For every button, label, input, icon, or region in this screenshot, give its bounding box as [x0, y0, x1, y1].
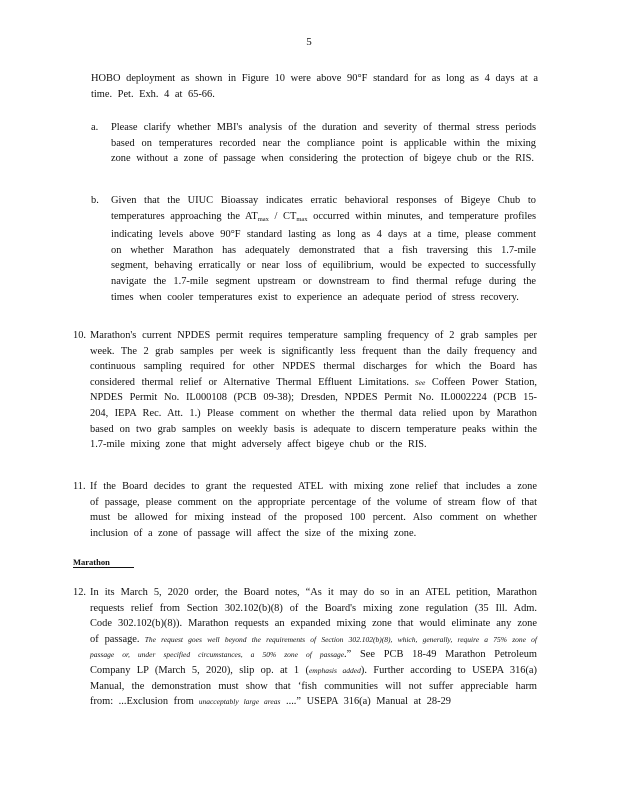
question-12-label: 12. — [73, 587, 86, 598]
question-b-text-1: Given that the UIUC Bioassay indicates erratic behavioral responses of Bigeye Chub to temperatures approaching the AT — [111, 195, 536, 222]
quoted-passage: The request goes well beyond the requirements of Section 302.102(b)(8), which, generally, require a 75% zone of passage or, under specified circumstances, a 50% zone of passage — [90, 634, 537, 660]
question-12-text — [90, 585, 537, 710]
question-b-label: b. — [91, 195, 99, 206]
question-b-text-2: / CT — [268, 210, 297, 222]
question-11-label: 11. — [73, 481, 86, 492]
emphasis-added: emphasis added — [308, 665, 361, 675]
subscript-max-1: max — [257, 215, 269, 223]
question-10-text-1: Marathon's current NPDES permit requires temperature sampling frequency of 2 grab samples per week. The 2 grab samples per week is significantly less frequent than the daily frequency and continuous sampling required for other NPDES thermal discharges for which the Board has considered thermal relief or Alternative Thermal Effluent Limitations. — [90, 330, 537, 388]
question-a-label: a. — [91, 122, 99, 133]
question-12-text-2: .” See PCB 18-49 Marathon Petroleum Company LP (March 5, 2020), slip op. at 1 ( — [90, 649, 538, 676]
question-12 — [73, 585, 537, 710]
question-a — [91, 120, 536, 167]
question-11-text: If the Board decides to grant the requested ATEL with mixing zone relief that includes a zone of passage, please comment on the appropriate percentage of the volume of stream flow of that must be allowed for mixing instead of the proposed 100 percent. Also comment on whether inclusion of a zone of passage will affect the size of the mixing zone. — [90, 481, 537, 539]
subscript-max-2: max — [296, 215, 308, 223]
question-11 — [73, 479, 537, 541]
page-number: 5 — [306, 36, 312, 48]
question-b — [91, 193, 536, 305]
hobo-paragraph: HOBO deployment as shown in Figure 10 were above 90°F standard for as long as 4 days at a time. Pet. Exh. 4 at 65-66. — [91, 73, 538, 100]
question-a-text: Please clarify whether MBI's analysis of the duration and severity of thermal stress periods based on temperatures recorded near the compliance point is applicable within the mixing zone without a zone of passage when considering the protection of bigeye chub or the RIS. — [111, 122, 536, 165]
question-12-text-1: In its March 5, 2020 order, the Board notes, “As it may do so in an ATEL petition, Marathon requests relief from Section 302.102(b)(8) of the Board's mixing zone regulation (35 Ill. Adm. Code 302.102(b)(8)). Marathon requests an expanded mixing zone that would eliminate any zone of passage. — [90, 587, 537, 645]
question-b-text — [111, 193, 536, 305]
section-heading: Marathon — [73, 557, 134, 568]
question-b-text-3: occurred within minutes, and temperature profiles indicating levels above 90°F standard lasting as long as 4 days at a time, please comment on whether Marathon has adequately demonstrated that a fish traversing this 1.7-mile segment, behaving erratically or near loss of equilibrium, would be expected to successfully navigate the 1.7-mile segment upstream or downstream to find thermal refuge during the times when cooler temperatures exist to experience an adequate period of stress recovery. — [111, 210, 536, 303]
question-10-text — [90, 328, 537, 453]
question-12-text-3: ). Further according to USEPA 316(a) Manual, the demonstration must show that ‘fish communities will not suffer appreciable harm from: ...Exclusion from — [90, 664, 538, 708]
question-12-text-4: ....” USEPA 316(a) Manual at 28-29 — [280, 696, 451, 708]
see-signal: See — [409, 377, 426, 387]
question-10 — [73, 328, 537, 453]
question-10-text-2: Coffeen Power Station, NPDES Permit No. IL000108 (PCB 09-38); Dresden, NPDES Permit No. IL0002224 (PCB 15-204, IEPA Rec. Att. 1.) Please comment on whether the thermal data relied upon by Marathon based on two grab samples on weekly basis is adequate to discern temperature peaks within the 1.7-mile mixing zone that might adversely affect bigeye chub or the RIS. — [90, 376, 537, 451]
question-10-label: 10. — [73, 330, 86, 341]
unacceptably-large-areas: unacceptably large areas — [193, 697, 281, 707]
